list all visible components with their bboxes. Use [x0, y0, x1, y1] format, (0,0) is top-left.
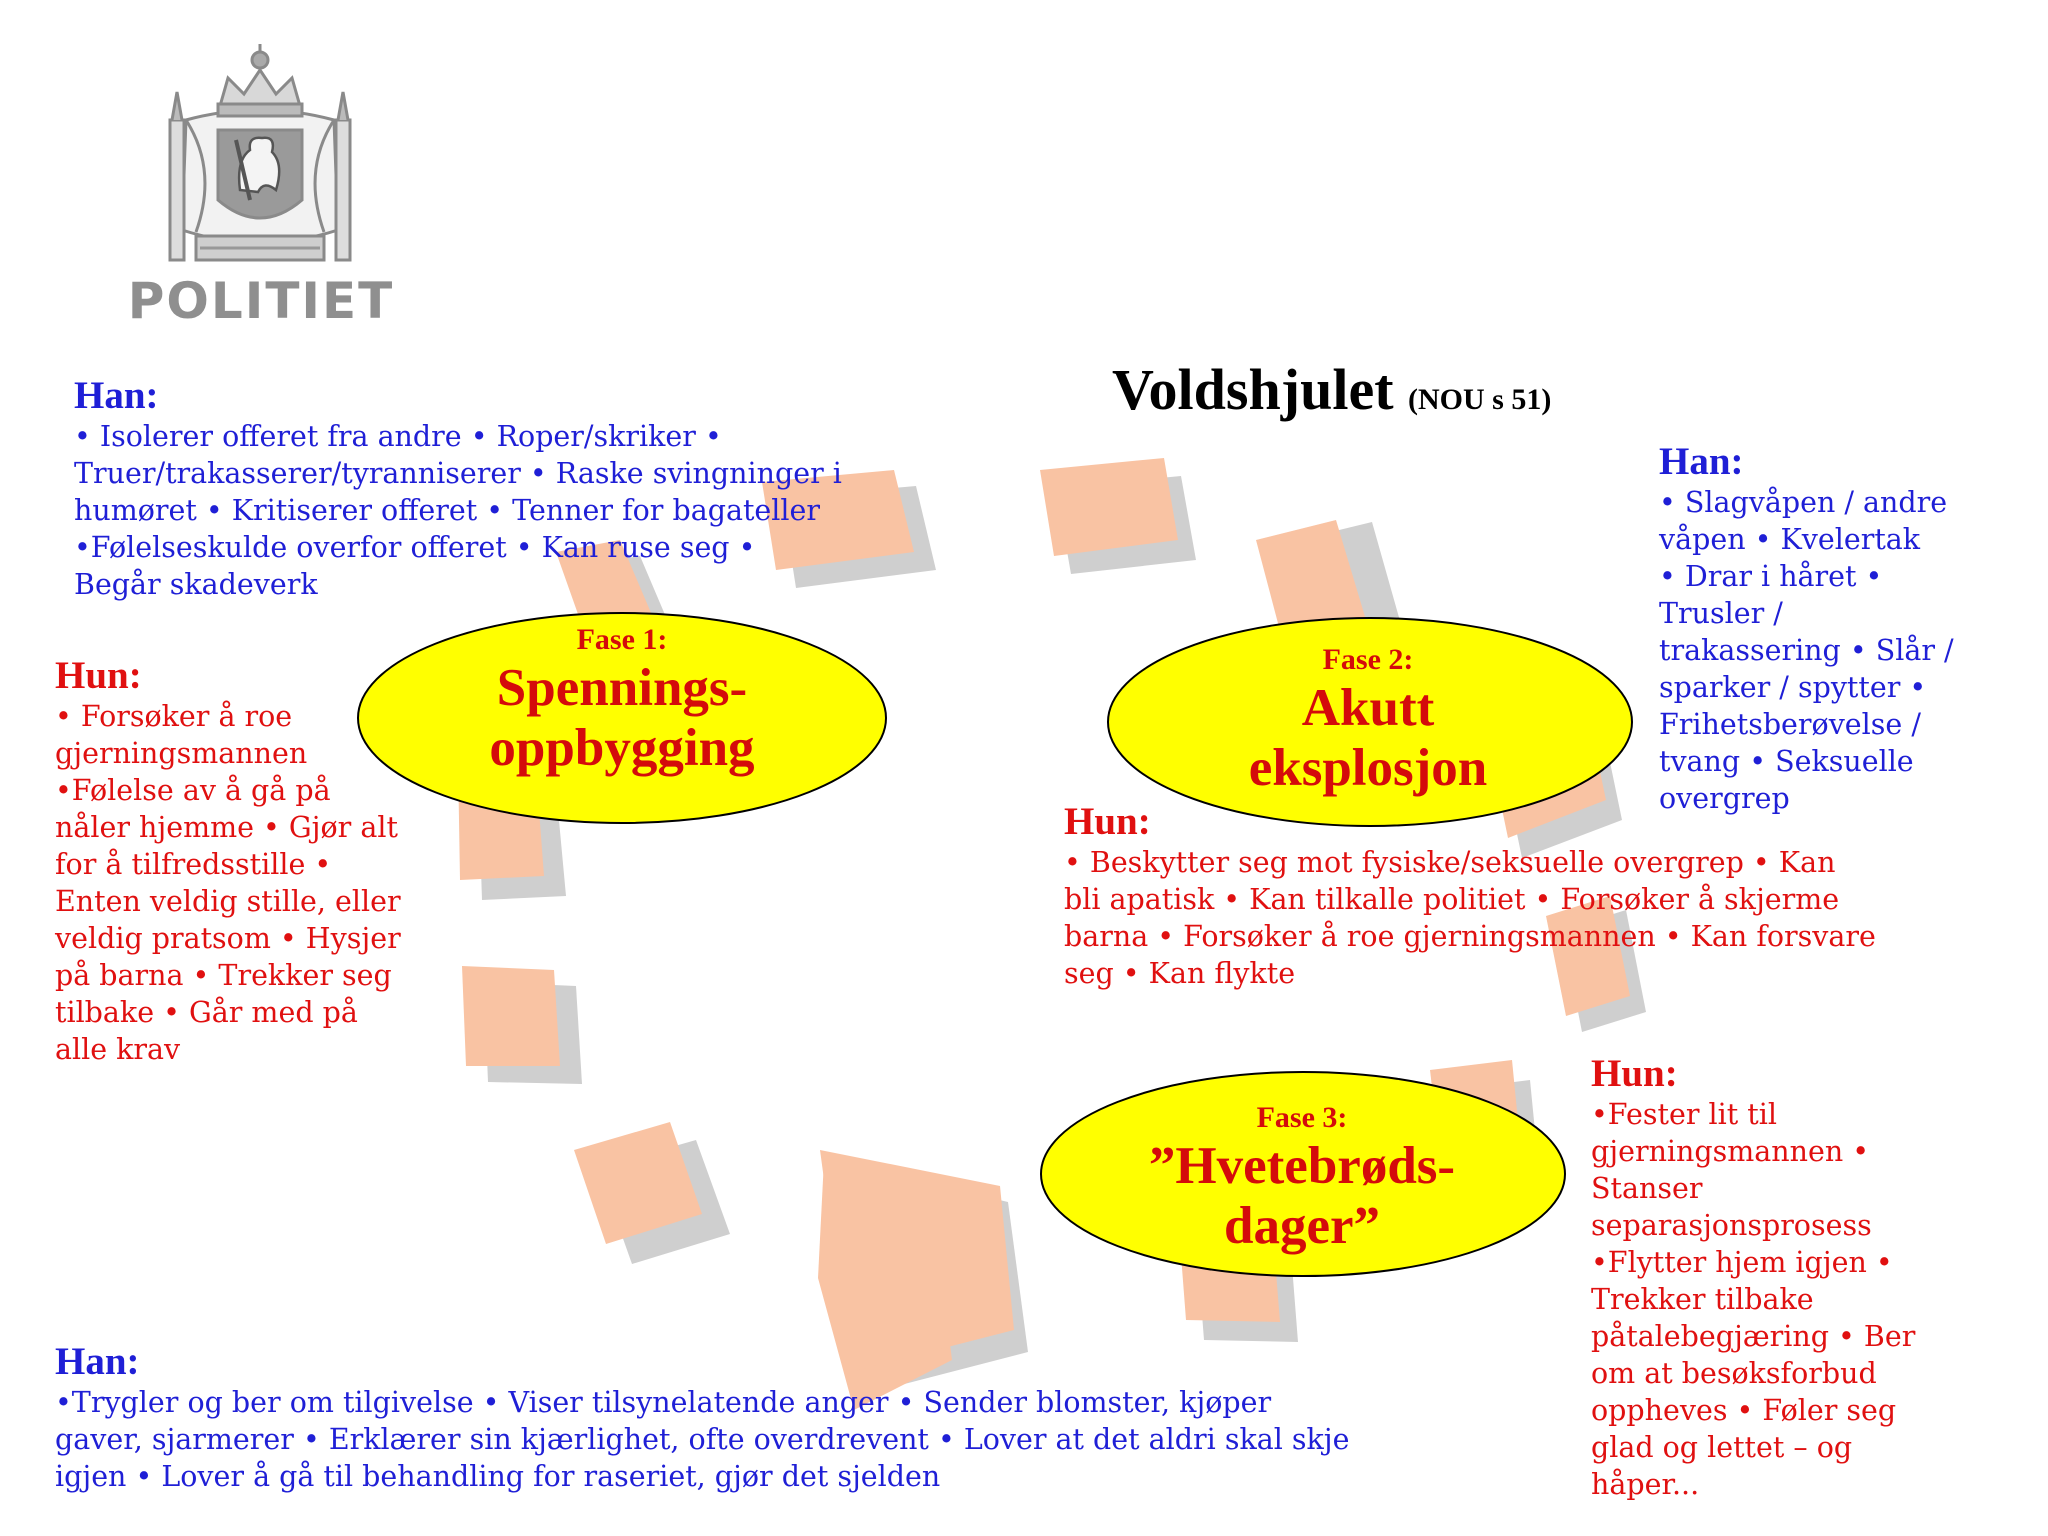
- phase2-number: Fase 2:: [1322, 643, 1414, 676]
- han-phase2-heading: Han:: [1659, 440, 1744, 483]
- hun-phase3-line: håper...: [1591, 1468, 1700, 1501]
- hun-phase1-line: •Følelse av å gå på: [55, 774, 331, 807]
- han-phase1-line: humøret • Kritiserer offeret • Tenner for bagateller: [74, 494, 820, 527]
- phase1-name-line2: oppbygging: [489, 719, 755, 777]
- han-phase1-line: • Isolerer offeret fra andre • Roper/skriker •: [74, 420, 722, 453]
- han-phase3-block: [55, 1340, 1349, 1495]
- han-phase3-line: igjen • Lover å gå til behandling for raseriet, gjør det sjelden: [55, 1460, 941, 1493]
- hun-phase1-line: på barna • Trekker seg: [55, 959, 392, 992]
- hun-phase3-line: separasjonsprosess: [1591, 1209, 1872, 1242]
- hun-phase1-line: nåler hjemme • Gjør alt: [55, 811, 398, 844]
- hun-phase1-line: • Forsøker å roe: [55, 700, 293, 733]
- arrow-segment: [462, 966, 560, 1066]
- hun-phase1-line: tilbake • Går med på: [55, 996, 358, 1029]
- phase1-number: Fase 1:: [576, 623, 668, 656]
- hun-phase3-line: gjerningsmannen •: [1591, 1135, 1870, 1168]
- hun-phase3-line: om at besøksforbud: [1591, 1357, 1877, 1390]
- hun-phase1-line: veldig pratsom • Hysjer: [55, 922, 401, 955]
- hun-phase1-line: Enten veldig stille, eller: [55, 885, 401, 918]
- hun-phase1-line: gjerningsmannen: [55, 737, 308, 770]
- han-phase2-block: [1659, 440, 1954, 817]
- hun-phase2-line: barna • Forsøker å roe gjerningsmannen • Kan forsvare: [1064, 920, 1876, 953]
- phase2-name-line1: Akutt: [1301, 679, 1435, 737]
- police-logo-text: POLITIET: [127, 272, 395, 330]
- hun-phase3-block: [1591, 1052, 1915, 1503]
- arrow-segment: [1040, 458, 1178, 556]
- han-phase3-heading: Han:: [55, 1340, 140, 1383]
- hun-phase3-heading: Hun:: [1591, 1052, 1678, 1095]
- title-main: Voldshjulet: [1112, 357, 1394, 422]
- han-phase1-line: Truer/trakasserer/tyranniserer • Raske svingninger i: [74, 457, 842, 490]
- phase3-name-line2: dager”: [1223, 1197, 1381, 1255]
- han-phase1-line: •Følelseskulde overfor offeret • Kan ruse seg •: [74, 531, 756, 564]
- hun-phase2-block: [1064, 800, 1876, 992]
- han-phase2-line: overgrep: [1659, 782, 1790, 815]
- phase3-label: [1060, 1100, 1544, 1256]
- han-phase1-heading: Han:: [74, 374, 159, 417]
- phase2-name-line2: eksplosjon: [1248, 739, 1488, 797]
- norwegian-coat-of-arms-icon: [100, 40, 420, 280]
- han-phase1-block: [74, 374, 842, 603]
- han-phase2-line: • Drar i håret •: [1659, 560, 1883, 593]
- han-phase2-line: Frihetsberøvelse /: [1659, 708, 1921, 741]
- hun-phase1-line: alle krav: [55, 1033, 181, 1066]
- hun-phase2-line: seg • Kan flykte: [1064, 957, 1296, 990]
- hun-phase3-line: påtalebegjæring • Ber: [1591, 1320, 1916, 1353]
- hun-phase3-line: •Fester lit til: [1591, 1098, 1777, 1131]
- han-phase2-line: tvang • Seksuelle: [1659, 745, 1914, 778]
- han-phase2-line: • Slagvåpen / andre: [1659, 486, 1948, 519]
- hun-phase1-heading: Hun:: [55, 654, 142, 697]
- han-phase2-line: våpen • Kvelertak: [1659, 523, 1921, 556]
- hun-phase3-line: •Flytter hjem igjen •: [1591, 1246, 1893, 1279]
- phase2-label: [1126, 642, 1610, 798]
- han-phase2-line: trakassering • Slår /: [1659, 634, 1954, 667]
- hun-phase2-heading: Hun:: [1064, 800, 1151, 843]
- hun-phase1-block: [55, 654, 401, 1068]
- han-phase2-line: sparker / spytter •: [1659, 671, 1927, 704]
- phase1-name-line1: Spennings-: [496, 659, 748, 717]
- hun-phase1-line: for å tilfredsstille •: [55, 848, 332, 881]
- page-title: [1112, 356, 1551, 423]
- hun-phase3-line: glad og lettet – og: [1591, 1431, 1853, 1464]
- phase1-label: [380, 622, 864, 778]
- han-phase3-line: •Trygler og ber om tilgivelse • Viser tilsynelatende anger • Sender blomster, kjøper: [55, 1386, 1272, 1419]
- han-phase2-line: Trusler /: [1659, 597, 1783, 630]
- hun-phase3-line: Stanser: [1591, 1172, 1703, 1205]
- hun-phase2-line: bli apatisk • Kan tilkalle politiet • Forsøker å skjerme: [1064, 883, 1840, 916]
- han-phase3-line: gaver, sjarmerer • Erklærer sin kjærlighet, ofte overdrevent • Lover at det aldri skal skje: [55, 1423, 1350, 1456]
- hun-phase2-line: • Beskytter seg mot fysiske/seksuelle overgrep • Kan: [1064, 846, 1836, 879]
- phase3-number: Fase 3:: [1256, 1101, 1348, 1134]
- title-source: (NOU s 51): [1408, 383, 1552, 416]
- hun-phase3-line: Trekker tilbake: [1591, 1283, 1814, 1316]
- hun-phase3-line: oppheves • Føler seg: [1591, 1394, 1897, 1427]
- phase3-name-line1: ”Hvetebrøds-: [1148, 1137, 1456, 1195]
- han-phase1-line: Begår skadeverk: [74, 568, 318, 601]
